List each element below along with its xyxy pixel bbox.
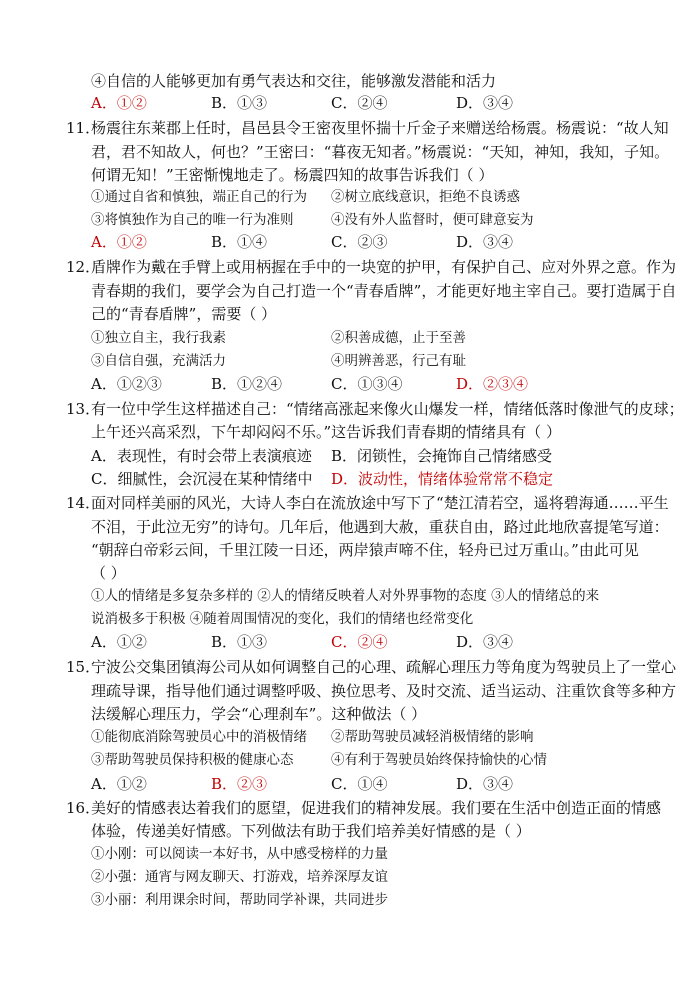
q16-statement-3: ③小丽：利用课余时间，帮助同学补课，共同进步 (91, 892, 388, 908)
q12-number: 12． (66, 258, 101, 276)
q13-option-a: A．表现性，有时会带上表演痕迹 (91, 447, 312, 465)
q15-number: 15． (66, 658, 101, 676)
q14-option-d: D．③④ (456, 633, 514, 651)
q11-option-c: C．②③ (331, 233, 388, 251)
q11-statement-2: ②树立底线意识，拒绝不良诱惑 (331, 189, 520, 205)
q15-stem-line-2: 理疏导课，指导他们通过调整呼吸、换位思考、及时交流、适当运动、注重饮食等多种方 (91, 682, 677, 700)
q15-statement-4: ④有利于驾驶员始终保持愉快的心情 (331, 752, 547, 768)
q12-option-c: C．①③④ (331, 375, 403, 393)
q12-statement-3: ③自信自强，充满活力 (91, 353, 226, 369)
q16-number: 16． (66, 799, 101, 817)
q14-stem-line-4: （ ） (91, 564, 126, 582)
q15-statement-3: ③帮助驾驶员保持积极的健康心态 (91, 752, 294, 768)
q14-option-c: C．②④ (331, 633, 388, 651)
q14-stem-line-1: 14． 面对同样美丽的风光，大诗人李白在流放途中写下了“楚江清若空，遥将碧海通……平生 (66, 494, 669, 512)
q10-option-d: D．③④ (456, 94, 514, 112)
q12-stem-line-2: 青春期的我们，要学会为自己打造一个“青春盾牌”，才能更好地主宰自己。要打造属于自 (91, 282, 677, 300)
q15-option-d: D．③④ (456, 775, 514, 793)
q13-stem-line-2: 上午还兴高采烈，下午却闷闷不乐。”这告诉我们青春期的情绪具有（ ） (91, 423, 561, 441)
q10-option-b: B．①③ (211, 94, 268, 112)
q13-option-d: D．波动性，情绪体验常常不稳定 (331, 470, 554, 488)
q13-stem-line-1: 13． 有一位中学生这样描述自己：“情绪高涨起来像火山爆发一样，情绪低落时像泄气的皮球； (66, 400, 684, 418)
q13-option-b: B．闭锁性，会掩饰自己情绪感受 (331, 447, 553, 465)
q12-statement-2: ②积善成德，止于至善 (331, 330, 466, 346)
q13-number: 13． (66, 400, 101, 418)
q16-stem-line-2: 体验，传递美好情感。下列做法有助于我们培养美好情感的是（ ） (91, 822, 531, 840)
q11-number: 11． (66, 119, 101, 137)
q10-option-a: A．①② (91, 94, 147, 112)
q14-option-a: A．①② (91, 633, 147, 651)
q11-stem-line-3: 何谓无知！”王密惭愧地走了。杨震四知的故事告诉我们（ ） (91, 166, 494, 184)
q16-stem-line-1: 16． 美好的情感表达着我们的愿望，促进我们的精神发展。我们要在生活中创造正面的情感 (66, 799, 662, 817)
q14-statements-line-2: 说消极多于积极 ④随着周围情况的变化，我们的情绪也经常变化 (91, 611, 474, 627)
q14-stem-line-2: 不泪，于此泣无穷”的诗句。几年后，他遇到大赦，重获自由，路过此地欣喜提笔写道： (91, 518, 669, 536)
q11-statement-4: ④没有外人监督时，便可肆意妄为 (331, 212, 534, 228)
q14-stem-line-3: “朝辞白帝彩云间，千里江陵一日还，两岸猿声啼不住，轻舟已过万重山。”由此可见 (91, 541, 639, 559)
q11-stem-line-2: 君，君不知故人，何也？”王密曰：“暮夜无知者。”杨震说：“天知，神知，我知，子知。 (91, 143, 670, 161)
q14-statements-line-1: ①人的情绪是多复杂多样的 ②人的情绪反映着人对外界事物的态度 ③人的情绪总的来 (91, 588, 600, 604)
q14-option-b: B．①③ (211, 633, 268, 651)
q16-statement-1: ①小刚：可以阅读一本好书，从中感受榜样的力量 (91, 846, 388, 862)
q11-stem-line-1: 11． 杨震往东莱郡上任时，昌邑县令王密夜里怀揣十斤金子来赠送给杨震。杨震说：“故人知 (66, 119, 669, 137)
q15-option-b: B．②③ (211, 775, 268, 793)
q10-option-c: C．②④ (331, 94, 388, 112)
q12-stem-line-3: 己的“青春盾牌”，需要（ ） (91, 305, 277, 323)
q12-stem-line-1: 12． 盾牌作为戴在手臂上或用柄握在手中的一块宽的护甲，有保护自己、应对外界之意。作为 (66, 258, 677, 276)
q15-option-c: C．①④ (331, 775, 388, 793)
q11-statement-1: ①通过自省和慎独，端正自己的行为 (91, 189, 307, 205)
q15-statement-2: ②帮助驾驶员减轻消极情绪的影响 (331, 729, 534, 745)
q12-option-b: B．①②④ (211, 375, 283, 393)
q12-statement-4: ④明辨善恶，行己有耻 (331, 353, 466, 369)
q12-option-a: A．①②③ (91, 375, 162, 393)
q15-stem-line-1: 15． 宁波公交集团镇海公司从如何调整自己的心理、疏解心理压力等角度为驾驶员上了一堂心 (66, 658, 677, 676)
q11-option-d: D．③④ (456, 233, 514, 251)
q11-option-a: A．①② (91, 233, 147, 251)
q13-option-c: C．细腻性，会沉浸在某种情绪中 (91, 470, 313, 488)
q11-option-b: B．①④ (211, 233, 268, 251)
q10-statement-4: ④自信的人能够更加有勇气表达和交往，能够激发潜能和活力 (91, 72, 497, 90)
q12-statement-1: ①独立自主，我行我素 (91, 330, 226, 346)
q15-stem-line-3: 法缓解心理压力，学会“心理刹车”。这种做法（ ） (91, 705, 427, 723)
q15-statement-1: ①能彻底消除驾驶员心中的消极情绪 (91, 729, 307, 745)
q12-option-d: D．②③④ (456, 375, 529, 393)
q16-statement-2: ②小强：通宵与网友聊天、打游戏，培养深厚友谊 (91, 869, 388, 885)
q11-statement-3: ③将慎独作为自己的唯一行为准则 (91, 212, 294, 228)
q14-number: 14． (66, 494, 101, 512)
q15-option-a: A．①② (91, 775, 147, 793)
